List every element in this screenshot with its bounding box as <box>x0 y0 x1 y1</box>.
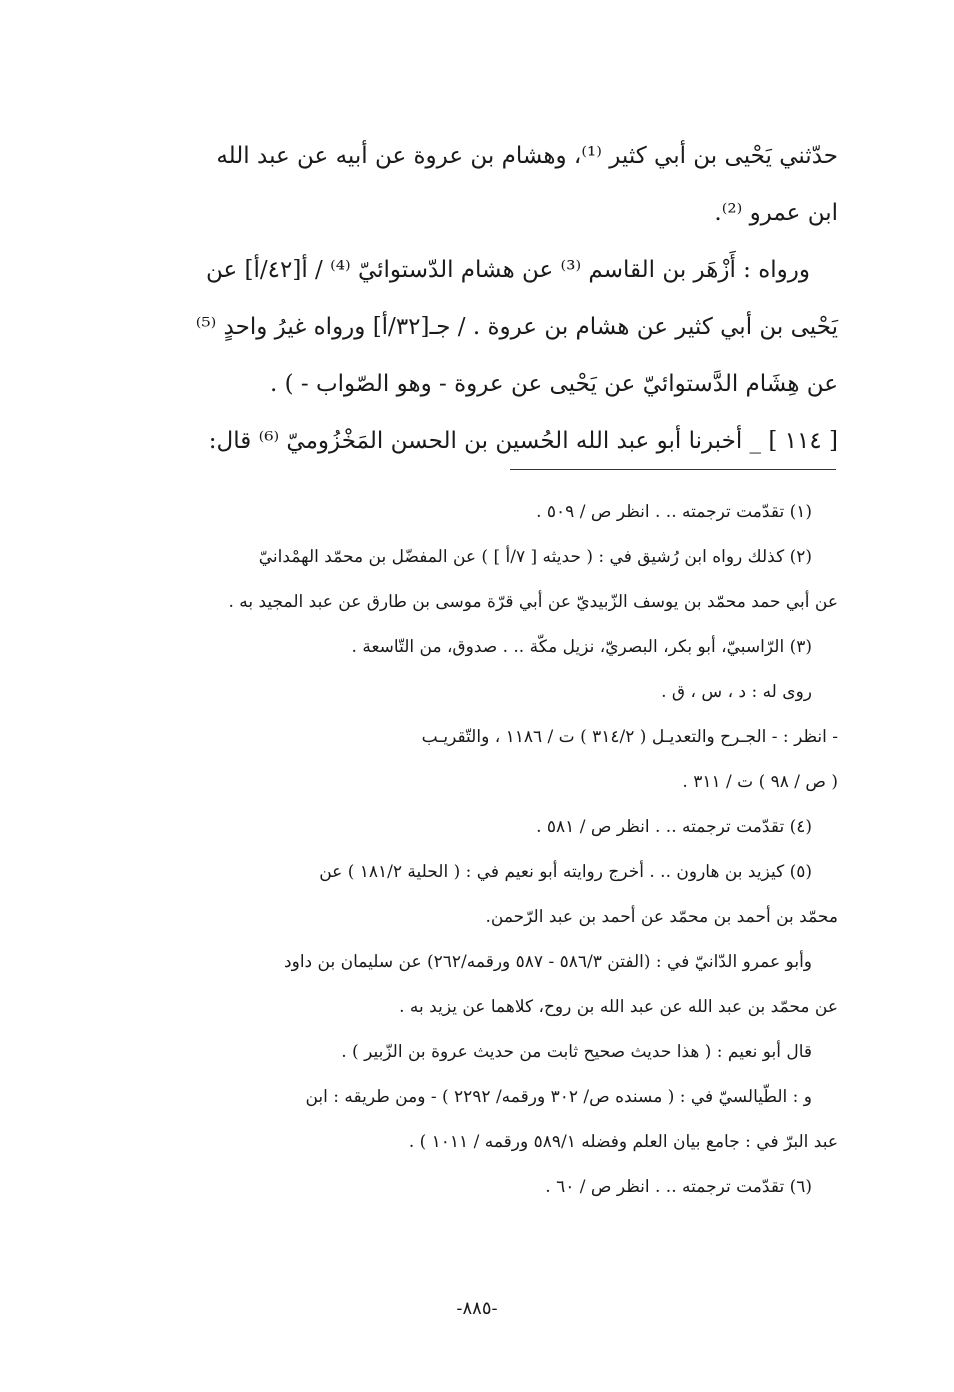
footnote-divider <box>510 469 836 470</box>
footnote-line: (٦) تقدّمت ترجمته .. . انظر ص / ٦٠ . <box>545 1177 812 1197</box>
footnote-line: عن أبي حمد محمّد بن يوسف الزّبيديّ عن أبي قرّة موسى بن طارق عن عبد المجيد به . <box>228 592 838 612</box>
footnote-line: وأبو عمرو الدّانيّ في : (الفتن ٥٨٦/٣ - ٥٨٧ ورقمه/٢٦٢) عن سليمان بن داود <box>284 952 812 972</box>
main-line: ورواه : أَزْهَر بن القاسم ⁽³⁾ عن هشام الدّستوائيّ ⁽⁴⁾ / أ[٤٢/أ] عن <box>206 257 810 283</box>
footnote-line: محمّد بن أحمد بن محمّد عن أحمد بن عبد الرّحمن. <box>485 907 838 927</box>
footnote-line: عن محمّد بن عبد الله عن عبد الله بن روح، كلاهما عن يزيد به . <box>399 997 838 1017</box>
main-line: ابن عمرو ⁽²⁾. <box>714 200 838 226</box>
main-text <box>120 128 838 470</box>
footnote-line: (٢) كذلك رواه ابن رُشيق في : ( حديثه [ ٧/أ ] ) عن المفضّل بن محمّد الهمْدانيّ <box>258 547 812 567</box>
footnote-line: و : الطّيالسيّ في : ( مسنده ص/ ٣٠٢ ورقمه/ ٢٢٩٢ ) - ومن طريقه : ابن <box>305 1087 812 1107</box>
footnote-line: ( ص / ٩٨ ) ت / ٣١١ . <box>682 772 838 792</box>
footnote-line: قال أبو نعيم : ( هذا حديث صحيح ثابت من حديث عروة بن الزّبير ) . <box>341 1042 812 1062</box>
footnote-line: (٣) الرّاسبيّ، أبو بكر، البصريّ، نزيل مكّة .. . صدوق، من التّاسعة . <box>351 637 812 657</box>
footnote-line: (١) تقدّمت ترجمته .. . انظر ص / ٥٠٩ . <box>536 502 812 522</box>
footnote-line: (٤) تقدّمت ترجمته .. . انظر ص / ٥٨١ . <box>536 817 812 837</box>
footnotes <box>120 490 838 1210</box>
footnote-line: - انظر : - الجـرح والتعديـل ( ٣١٤/٢ ) ت / ١١٨٦ ، والتّقريـب <box>421 727 838 747</box>
footnote-line: عبد البرّ في : جامع بيان العلم وفضله ٥٨٩/١ ورقمه / ١٠١١ ) . <box>408 1132 838 1152</box>
main-line: حدّثني يَحْيى بن أبي كثير ⁽¹⁾، وهشام بن عروة عن أبيه عن عبد الله <box>216 143 838 169</box>
footnote-line: روى له : د ، س ، ق . <box>661 682 812 702</box>
main-line: يَحْيى بن أبي كثير عن هشام بن عروة . / جـ[٣٢/أ] ورواه غيرُ واحدٍ ⁽⁵⁾ <box>195 314 838 340</box>
hadith-entry-line: [ ١١٤ ] _ أخبرنا أبو عبد الله الحُسين بن الحسن المَخْزُوميّ ⁽⁶⁾ قال: <box>208 428 838 454</box>
page-number: -٨٨٥- <box>456 1298 498 1319</box>
footnote-line: (٥) كيزيد بن هارون .. . أخرج روايته أبو نعيم في : ( الحلية ١٨١/٢ ) عن <box>319 862 812 882</box>
main-line: عن هِشَام الدَّستوائيّ عن يَحْيى عن عروة - وهو الصّواب - ) . <box>270 371 838 397</box>
